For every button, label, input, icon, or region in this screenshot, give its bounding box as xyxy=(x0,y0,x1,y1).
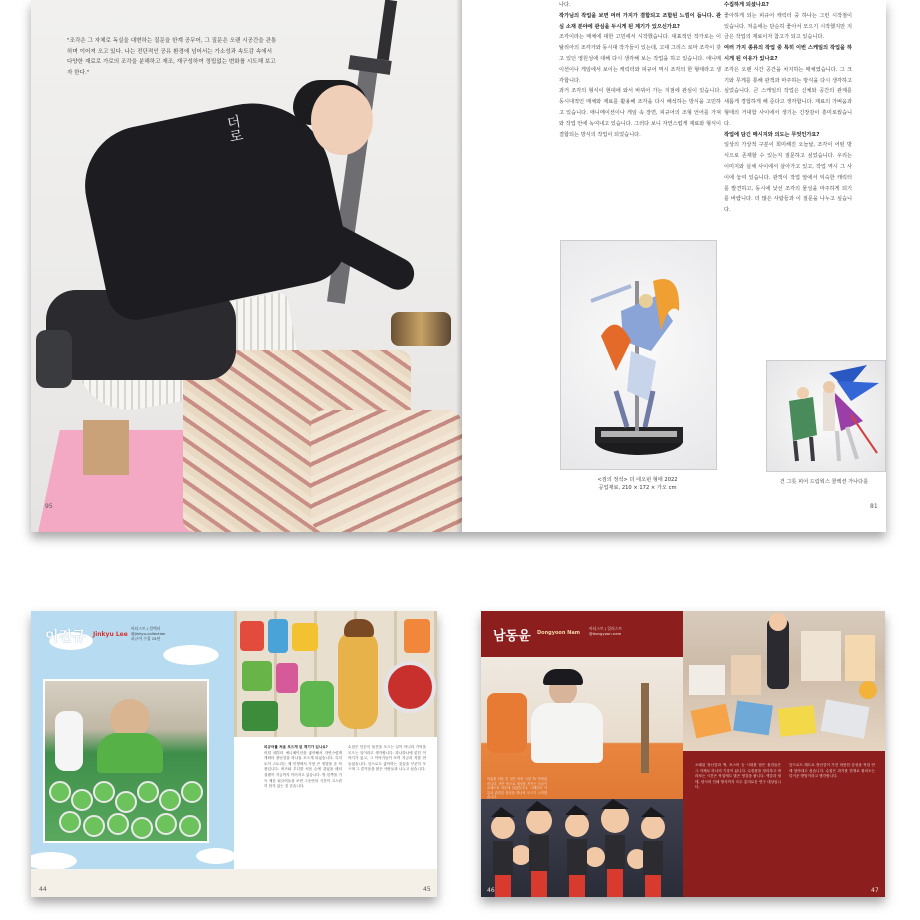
collector-meta xyxy=(589,626,622,636)
page-number-right: 81 xyxy=(870,503,878,510)
buzz-figure xyxy=(59,811,81,833)
artist-shoe xyxy=(36,330,72,388)
interview-question: 작업에 담긴 메시지와 의도는 무엇인가요? xyxy=(724,131,820,138)
interview-question: 피규어를 처음 모으게 된 계기가 있나요? xyxy=(264,745,328,749)
page-number-left: 46 xyxy=(487,887,495,894)
interview-question: 수집하게 되셨나요? xyxy=(724,2,769,8)
interview-question: 여러 가지 종류의 작업 중 특히 이번 스케일의 작업을 하시게 된 이유가 있나요? xyxy=(724,45,852,62)
collection-page xyxy=(683,611,885,897)
collector-header xyxy=(481,611,683,657)
collector-photo-buzz xyxy=(43,679,209,843)
figure-caption: 건 그릇 피어 드림웍스 콜렉션 가나다를 xyxy=(779,479,869,485)
buzz-figure xyxy=(71,789,93,811)
toy-box xyxy=(240,621,264,651)
collector-shirt xyxy=(531,703,603,763)
figure-caption: <검의 정석> 더 네오펀 형태 2022 공업재료, 210 × 172 × 가오 cm xyxy=(597,477,678,491)
buzz-figure xyxy=(155,813,177,835)
sculpture-photo-robot xyxy=(560,240,717,470)
text-panel xyxy=(683,751,885,897)
astro-boy-collection-photo xyxy=(683,611,885,751)
sculpture-photo-winged-figures xyxy=(766,360,886,472)
collector-interview-col-1 xyxy=(264,745,342,885)
comic-book xyxy=(690,704,731,739)
buzz-figure xyxy=(115,791,137,813)
wood-block xyxy=(83,420,129,475)
meta-line: 아티스트 / 컬렉터 xyxy=(131,626,161,631)
meta-line: 피규어 수집 15년 xyxy=(131,636,161,641)
buzz-figure xyxy=(181,781,203,803)
magazine-spread-top xyxy=(31,0,886,532)
comic-book xyxy=(733,701,773,736)
collector-interview-col-2: 앞으로도 레트로 장난감이 가진 따뜻한 감성을 작업 안에 담아내고 싶습니다. 수집은 과거를 현재로 불러오는 즐거운 방법이라고 생각합니다. xyxy=(789,763,875,779)
page-number-left: 44 xyxy=(39,886,47,893)
buzz-figure xyxy=(131,817,153,839)
collector-name: 이진규 xyxy=(45,629,86,645)
comic-book xyxy=(778,705,817,737)
buzz-figure xyxy=(93,781,115,803)
shirt-print: 더로 xyxy=(223,113,245,144)
collector-shirt xyxy=(97,733,163,773)
sword-grip xyxy=(377,0,397,61)
interview-column-1 xyxy=(559,0,721,220)
collector-name-roman: Dongyoon Nam xyxy=(537,630,580,636)
meta-line: @jinkyu.collection xyxy=(131,631,166,636)
interview-answer: 수집은 단순히 물건을 모으는 일이 아니라 기억을 모으는 일이라고 생각합니다. 하나하나에 얽힌 이야기가 있고, 그 이야기들이 모여 지금의 저를 만들었습니다. 앞으로도 좋아하는 것들을 꾸준히 모으며 그 즐거움을 많은 사람들과 나누고 싶습니다. xyxy=(348,745,426,772)
robot-figure-illustration xyxy=(561,241,716,469)
buzz-lightyear-large xyxy=(55,711,83,771)
collector-name-roman: Jinkyu Lee xyxy=(93,631,128,638)
marble-sculpture-block-small xyxy=(311,410,462,532)
orange-cushion xyxy=(487,693,527,753)
sky-pattern-page xyxy=(31,611,234,897)
toy-box xyxy=(292,623,318,651)
toy-shelf-page xyxy=(234,611,437,897)
collector-meta xyxy=(131,626,165,641)
interview-answer: 어릴 때부터 애니메이션을 좋아해서 자연스럽게 캐릭터 장난감을 하나둘 모으게 되었습니다. 특히 토이 스토리는 제 인생에서 가장 큰 영향을 준 작품입니다. 버즈와 우디를 처음 손에 쥐었을 때의 설렘이 지금까지 이어지고 있습니다. 방 한쪽을 가득 채운 피규어들을 보면 그동안의 시간이 고스란히 담겨 있는 것 같습니다. xyxy=(264,750,342,789)
toy-box xyxy=(404,619,430,653)
astro-boy-head xyxy=(769,613,787,631)
interview-answer: 조각은 오랜 시간 공간을 차지하는 매체였습니다. 그 크기와 무게를 통해 관객과 마주하는 방식을 다시 생각하고 싶었습니다. 큰 스케일의 작업은 신체와 공간의 관계를 새롭게 경험하게 해 준다고 생각합니다. 재료의 가벼움과 형태의 거대함 사이에서 생기는 긴장감이 흥미로웠습니다. xyxy=(724,66,852,127)
artist-head xyxy=(311,85,373,155)
astro-boy-figures-photo xyxy=(481,799,683,897)
interview-question: 작가님의 작업을 보면 여러 가지가 결합되고 조합된 느낌이 듭니다. 관심 소재 분야에 관심을 두시게 된 계기가 있으신가요? xyxy=(559,12,721,30)
page-footer-band xyxy=(31,869,437,897)
winged-figures-illustration xyxy=(767,361,885,471)
poster xyxy=(731,655,761,695)
column-lead: 나다. xyxy=(559,2,571,8)
buzz-figure xyxy=(137,781,159,803)
page-number-left: 95 xyxy=(45,503,53,510)
toy-box xyxy=(276,663,298,693)
buzz-figure xyxy=(83,815,105,837)
collector-name: 남동윤 xyxy=(493,629,531,644)
page-number-right: 47 xyxy=(871,887,879,894)
buzz-figure xyxy=(107,813,129,835)
astro-boy-figures xyxy=(481,799,683,897)
toy-box xyxy=(242,701,278,731)
shield-toy xyxy=(384,661,436,713)
comic-book xyxy=(821,699,870,738)
collector-hair xyxy=(543,669,583,685)
meta-line: @dongyoon.nam xyxy=(589,631,622,636)
framed-print xyxy=(845,635,875,681)
woody-hat xyxy=(344,619,374,637)
maroon-page xyxy=(481,611,683,897)
framed-print xyxy=(801,631,841,681)
interview-answer: 조각이라는 매체에 대한 고민에서 시작했습니다. 대표적인 작가로는 이탈리아의 조각가와 동시대 작가들이 있는데, 고대 그리스 로마 조각이 갖고 있던 영원성에 대해 다시 생각해 보는 작업을 하고 있습니다. 애니메이션이나 게임에서 보이는 캐릭터와 피규어 역시 조각의 한 형태라고 생각합니다. xyxy=(559,34,721,84)
toy-shelf-photo xyxy=(234,611,437,737)
magazine-spread-dongyoon xyxy=(481,611,885,897)
poster xyxy=(689,665,725,695)
meta-line: 아티스트 / 일러스트 xyxy=(589,626,623,631)
small-bronze-figure xyxy=(391,312,451,346)
toy-box xyxy=(268,619,288,653)
toy-ball xyxy=(859,681,877,699)
lamp-stand xyxy=(641,683,649,773)
artist-quote: "조각은 그 자체로 독실을 대변하는 질문을 한계 공무어, 그 질문은 오랜 시공간을 관통하며 이어져 오고 있다. 나는 전단적인 공유 환경에 넘어서는 가소성과 속도감 속에서 다양한 재료로 가로의 조각을 분해하고 재조, 재구성하여 정립없는 변화를 시도해 보고자 한다." xyxy=(67,38,277,76)
buzz-figure xyxy=(179,815,201,837)
woody-figure xyxy=(338,631,378,729)
photo-caption-text: 아톰을 처음 본 것은 어린 시절 TV 만화였습니다. 작은 몸으로 세상을 지키는 모습이 오래도록 마음에 남았습니다. 그때부터 아톰과 관련된 물건을 하나씩 모으기 시작했습니다. xyxy=(487,777,547,800)
magazine-spread-jinkyu xyxy=(31,611,437,897)
interview-page xyxy=(462,0,886,532)
collector-interview-col-2 xyxy=(348,745,426,885)
interview-answer: 과거 조각의 형식이 현대에 와서 바뀌어 가는 지점에 관심이 있습니다. 동시대적인 매체와 재료를 활용해 조각을 다시 해석하는 방식을 고민하고 있습니다. 애니메이션이나 게임 속 장면, 피규어의 조형 언어를 가져와 작업 안에 녹여내고 있습니다. 그러다 보니 자연스럽게 재료와 형식이 결합되는 방식의 작업이 되었습니다. xyxy=(559,88,721,138)
buzz-figure xyxy=(159,789,181,811)
artist-kneeling-photo xyxy=(31,0,462,532)
page-number-right: 45 xyxy=(423,886,431,893)
interview-answer: 좋아하게 되는 피규어 캐릭터 중 하나는 그런 시작점이 있습니다. 처음에는 단순히 좋아서 모으기 시작했지만 지금은 작업의 재료이자 참고가 되고 있습니다. xyxy=(724,12,852,41)
collector-interview-col-1: 오래된 장난감과 책, 포스터 등 시대를 담은 물건들은 그 자체로 하나의 기록이 됩니다. 수집품을 정리하고 바라보는 시간은 작업에도 많은 영감을 줍니다. 색감과 형태, 당시의 인쇄 방식까지 모두 흥미로운 연구 대상입니다. xyxy=(695,763,781,790)
alien-toy xyxy=(300,681,334,727)
buzz-figure xyxy=(49,781,71,803)
interview-answer: 일상의 가상적 구분이 희미해진 오늘날, 조각이 어떤 방식으로 존재할 수 있는지 질문하고 싶었습니다. 우리는 이미지와 실체 사이에서 살아가고 있고, 작업 역시 그 사이에 놓여 있습니다. 관객이 작업 앞에서 익숙한 캐릭터를 발견하고, 동시에 낯선 조각의 물성을 마주하게 되기를 바랍니다. 더 많은 사람들과 이 질문을 나누고 싶습니다. xyxy=(724,142,852,214)
toy-box xyxy=(242,661,272,691)
interview-column-2 xyxy=(724,0,852,336)
